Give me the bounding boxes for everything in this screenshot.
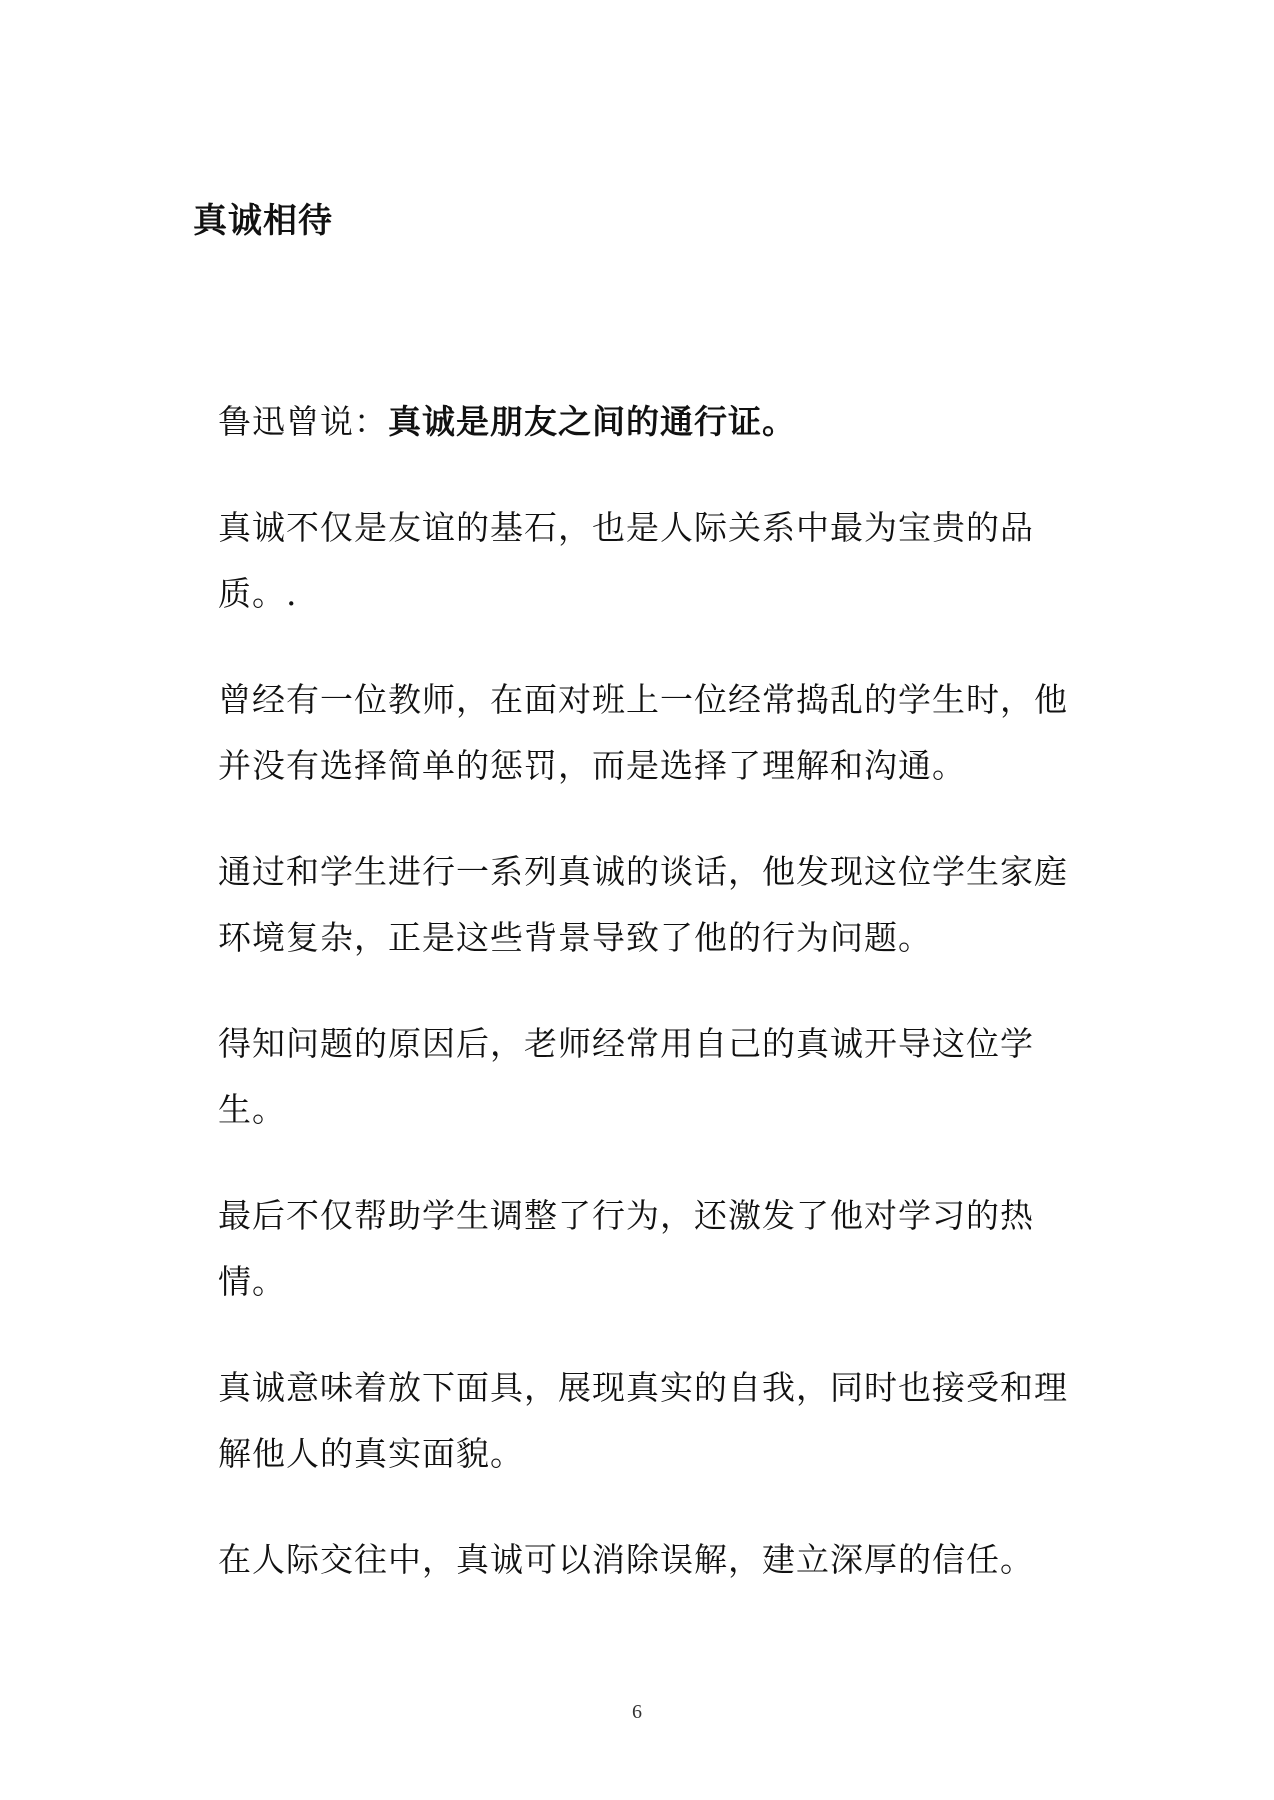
quote-prefix: 鲁迅曾说： [218,402,388,441]
paragraph-3: 通过和学生进行一系列真诚的谈话，他发现这位学生家庭环境复杂，正是这些背景导致了他的行为问题。 [218,852,1068,957]
quote-paragraph [218,389,1068,455]
page-number: 6 [632,1701,642,1723]
document-body [218,389,1068,1633]
paragraph-2: 曾经有一位教师，在面对班上一位经常捣乱的学生时，他并没有选择简单的惩罚，而是选择了理解和沟通。 [218,680,1068,785]
paragraph-7: 在人际交往中，真诚可以消除误解，建立深厚的信任。 [218,1540,1034,1579]
document-title: 真诚相待 [193,201,333,241]
quote-bold: 真诚是朋友之间的通行证。 [388,402,796,441]
paragraph-4: 得知问题的原因后，老师经常用自己的真诚开导这位学生。 [218,1024,1034,1129]
paragraph-6: 真诚意味着放下面具，展现真实的自我，同时也接受和理解他人的真实面貌。 [218,1368,1068,1473]
paragraph-1: 真诚不仅是友谊的基石，也是人际关系中最为宝贵的品质。. [218,508,1034,613]
paragraph-5: 最后不仅帮助学生调整了行为，还激发了他对学习的热情。 [218,1196,1034,1301]
